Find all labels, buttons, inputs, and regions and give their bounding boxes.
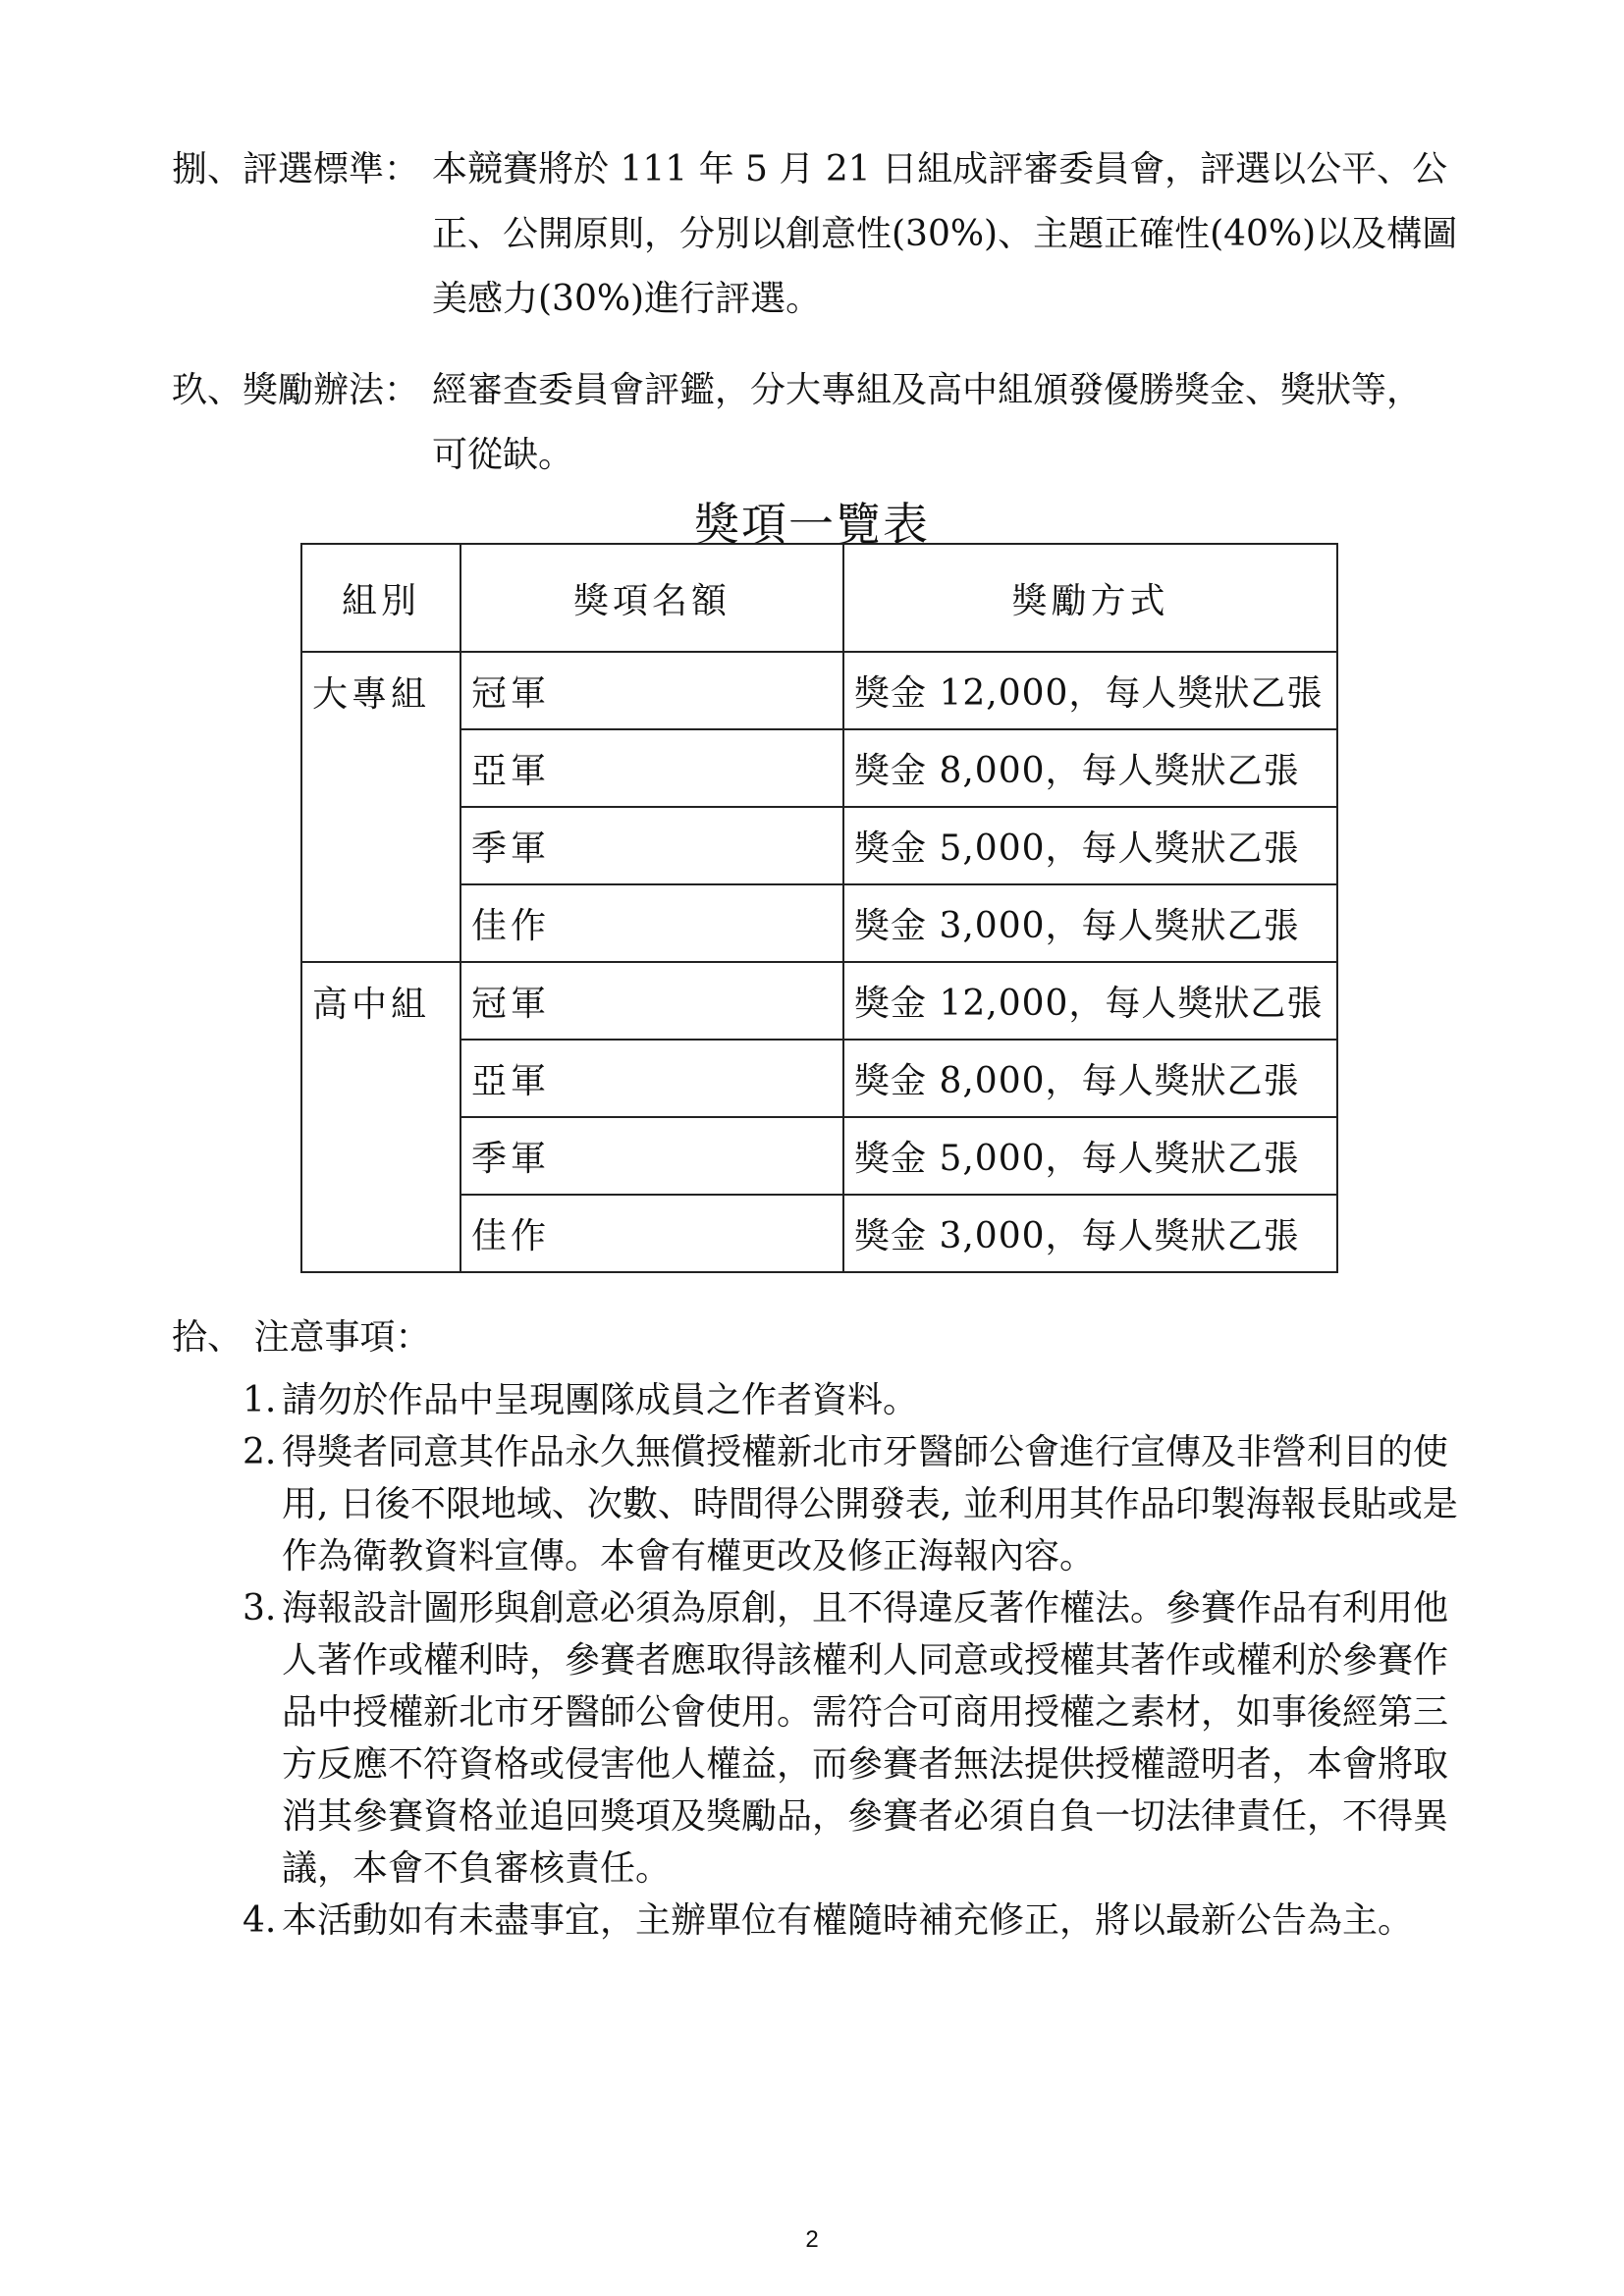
award-cell: 佳作 (460, 884, 843, 962)
award-cell: 季軍 (460, 1117, 843, 1195)
list-item-number: 4. (243, 1900, 277, 1941)
page-number: 2 (805, 2226, 819, 2253)
section-heading: 玖、獎勵辦法： (172, 370, 420, 410)
reward-cell: 獎金 5,000，每人獎狀乙張 (843, 1117, 1337, 1195)
section-rewards (172, 358, 1458, 488)
award-cell: 季軍 (460, 807, 843, 884)
list-item-text: 得獎者同意其作品永久無償授權新北市牙醫師公會進行宣傳及非營利目的使用, 日後不限地域、次數、時間得公開發表, 並利用其作品印製海報長貼或是作為衛教資料宣傳。本會有權更改及修正海報內容。 (282, 1432, 1458, 1576)
award-cell: 佳作 (460, 1195, 843, 1272)
list-item (243, 1582, 1460, 1895)
award-cell: 亞軍 (460, 1040, 843, 1117)
table-row (301, 652, 1337, 729)
list-item (243, 1374, 1460, 1426)
reward-cell: 獎金 5,000，每人獎狀乙張 (843, 807, 1337, 884)
reward-cell: 獎金 8,000，每人獎狀乙張 (843, 729, 1337, 807)
group-cell: 高中組 (301, 962, 460, 1272)
reward-cell: 獎金 12,000，每人獎狀乙張 (843, 962, 1337, 1040)
reward-cell: 獎金 3,000，每人獎狀乙張 (843, 884, 1337, 962)
table-header-row (301, 544, 1337, 652)
reward-cell: 獎金 8,000，每人獎狀乙張 (843, 1040, 1337, 1117)
list-item-text: 海報設計圖形與創意必須為原創，且不得違反著作權法。參賽作品有利用他人著作或權利時，參賽者應取得該權利人同意或授權其著作或權利於參賽作品中授權新北市牙醫師公會使用。需符合可商用授權之素材，如事後經第三方反應不符資格或侵害他人權益，而參賽者無法提供授權證明者，本會將取消其參賽資格並追回獎項及獎勵品，參賽者必須自負一切法律責任，不得異議，本會不負審核責任。 (282, 1588, 1449, 1889)
section-evaluation-criteria (172, 137, 1488, 332)
list-item (243, 1895, 1460, 1947)
list-item-text: 本活動如有未盡事宜，主辦單位有權隨時補充修正，將以最新公告為主。 (282, 1900, 1414, 1941)
list-item-number: 2. (243, 1432, 277, 1472)
reward-cell: 獎金 12,000，每人獎狀乙張 (843, 652, 1337, 729)
list-item-text: 請勿於作品中呈現團隊成員之作者資料。 (282, 1380, 919, 1420)
award-cell: 亞軍 (460, 729, 843, 807)
list-item-number: 3. (243, 1588, 277, 1629)
section-notes (172, 1306, 1488, 1947)
section-body: 經審查委員會評鑑，分大專組及高中組頒發優勝獎金、獎狀等，可從缺。 (432, 370, 1423, 475)
section-body: 本競賽將於 111 年 5 月 21 日組成評審委員會，評選以公平、公正、公開原則，分別以創意性(30%)、主題正確性(40%)以及構圖美感力(30%)進行評選。 (432, 149, 1458, 319)
group-cell: 大專組 (301, 652, 460, 962)
list-item (243, 1426, 1460, 1582)
section-heading: 拾、 注意事項： (172, 1317, 431, 1358)
table-title: 獎項一覽表 (694, 498, 930, 551)
awards-table (300, 543, 1338, 1273)
section-heading: 捌、評選標準： (172, 149, 420, 189)
header-reward: 獎勵方式 (843, 544, 1337, 652)
header-group: 組別 (301, 544, 460, 652)
header-award: 獎項名額 (460, 544, 843, 652)
notes-list (243, 1374, 1460, 1947)
award-cell: 冠軍 (460, 652, 843, 729)
table-row (301, 962, 1337, 1040)
award-cell: 冠軍 (460, 962, 843, 1040)
list-item-number: 1. (243, 1380, 277, 1420)
reward-cell: 獎金 3,000，每人獎狀乙張 (843, 1195, 1337, 1272)
